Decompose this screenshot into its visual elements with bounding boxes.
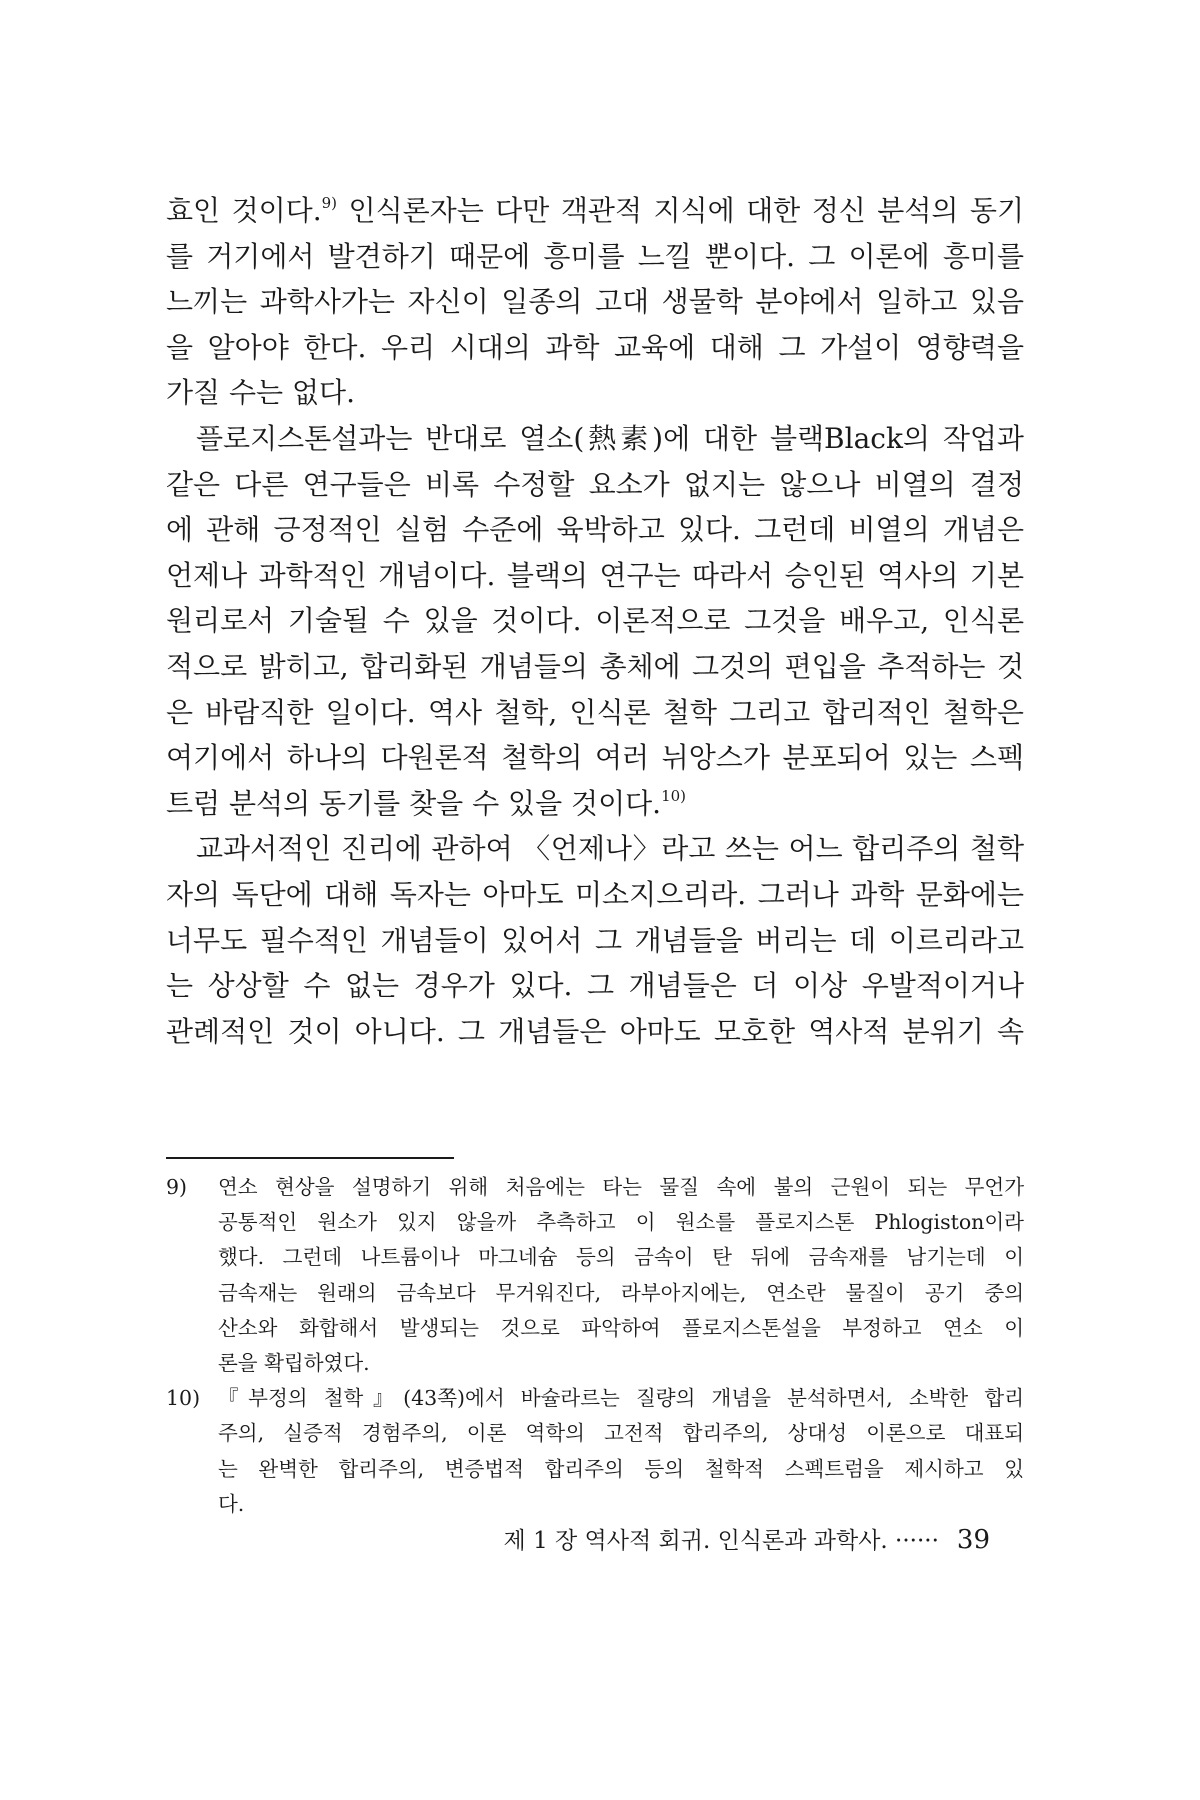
footnote-ref-10: 10) (661, 786, 687, 805)
footnote-9 (166, 1170, 1024, 1381)
body-line: 느끼는 과학사가는 자신이 일종의 고대 생물학 분야에서 일하고 있음 (166, 285, 1024, 319)
footnote-10 (166, 1381, 1024, 1522)
page-number: 39 (956, 1525, 990, 1555)
footnote-divider (166, 1157, 454, 1159)
body-line: 적으로 밝히고, 합리화된 개념들의 총체에 그것의 편입을 추적하는 것 (166, 649, 1024, 683)
footnote-line: 연소 현상을 설명하기 위해 처음에는 타는 물질 속에 불의 근원이 되는 무언가 (218, 1175, 1024, 1199)
body-line: 을 알아야 한다. 우리 시대의 과학 교육에 대해 그 가설이 영향력을 (166, 330, 1024, 364)
footnote-line: 금속재는 원래의 금속보다 무거워진다, 라부아지에는, 연소란 물질이 공기 중의 (218, 1280, 1024, 1305)
paragraph-first-line: 플로지스톤설과는 반대로 열소(熱素)에 대한 블랙Black의 작업과 (196, 421, 1024, 455)
footnote-line: 주의, 실증적 경험주의, 이론 역학의 고전적 합리주의, 상대성 이론으로 대표되 (218, 1421, 1024, 1446)
body-line: 자의 독단에 대해 독자는 아마도 미소지으리라. 그러나 과학 문화에는 (166, 877, 1024, 911)
footnote-line: 『부정의 철학』(43쪽)에서 바슐라르는 질량의 개념을 분석하면서, 소박한 합리 (218, 1386, 1024, 1411)
footnote-line: 론을 확립하였다. (218, 1350, 370, 1375)
body-line: 관례적인 것이 아니다. 그 개념들은 아마도 모호한 역사적 분위기 속 (166, 1014, 1024, 1048)
body-line: 는 상상할 수 없는 경우가 있다. 그 개념들은 더 이상 우발적이거나 (166, 969, 1024, 1003)
running-head: 제 1 장 역사적 회귀. 인식론과 과학사. ······ (503, 1528, 939, 1554)
footnote-line: 다. (218, 1491, 245, 1516)
body-line: 에 관해 긍정적인 실험 수준에 육박하고 있다. 그런데 비열의 개념은 (166, 513, 1024, 547)
footnote-text (218, 1381, 1024, 1522)
page-footer (400, 1522, 990, 1555)
paragraph-first-line: 교과서적인 진리에 관하여 〈언제나〉라고 쓰는 어느 합리주의 철학 (196, 832, 1024, 866)
footnote-line: 는 완벽한 합리주의, 변증법적 합리주의 등의 철학적 스펙트럼을 제시하고 있 (218, 1456, 1024, 1481)
body-line: 원리로서 기술될 수 있을 것이다. 이론적으로 그것을 배우고, 인식론 (166, 604, 1024, 638)
body-text (166, 188, 1024, 1054)
body-line-text-continued: 인식론자는 다만 객관적 지식에 대한 정신 분석의 동기 (337, 194, 1025, 227)
body-line: 너무도 필수적인 개념들이 있어서 그 개념들을 버리는 데 이르리라고 (166, 923, 1024, 957)
body-line: 여기에서 하나의 다원론적 철학의 여러 뉘앙스가 분포되어 있는 스펙 (166, 741, 1024, 775)
body-line: 같은 다른 연구들은 비록 수정할 요소가 없지는 않으나 비열의 결정 (166, 467, 1024, 501)
body-line: 은 바람직한 일이다. 역사 철학, 인식론 철학 그리고 합리적인 철학은 (166, 695, 1024, 729)
footnote-number: 9) (166, 1175, 188, 1199)
footnote-text (218, 1170, 1024, 1381)
body-line (166, 781, 1024, 827)
footnote-ref-9: 9) (321, 194, 338, 212)
body-line: 언제나 과학적인 개념이다. 블랙의 연구는 따라서 승인된 역사의 기본 (166, 558, 1024, 592)
footnote-number: 10) (166, 1386, 201, 1411)
body-line (166, 188, 1024, 234)
body-line: 를 거기에서 발견하기 때문에 흥미를 느낄 뿐이다. 그 이론에 흥미를 (166, 239, 1024, 273)
body-line-text: 효인 것이다. (166, 194, 322, 227)
footnotes (166, 1170, 1024, 1522)
body-line: 가질 수는 없다. (166, 376, 355, 410)
footnote-line: 했다. 그런데 나트륨이나 마그네슘 등의 금속이 탄 뒤에 금속재를 남기는데 이 (218, 1245, 1024, 1270)
footnote-line: 공통적인 원소가 있지 않을까 추측하고 이 원소를 플로지스톤 Phlogiston이라 (218, 1210, 1024, 1235)
footnote-line: 산소와 화합해서 발생되는 것으로 파악하여 플로지스톤설을 부정하고 연소 이 (218, 1315, 1024, 1340)
body-line-text: 트럼 분석의 동기를 찾을 수 있을 것이다. (166, 786, 662, 820)
